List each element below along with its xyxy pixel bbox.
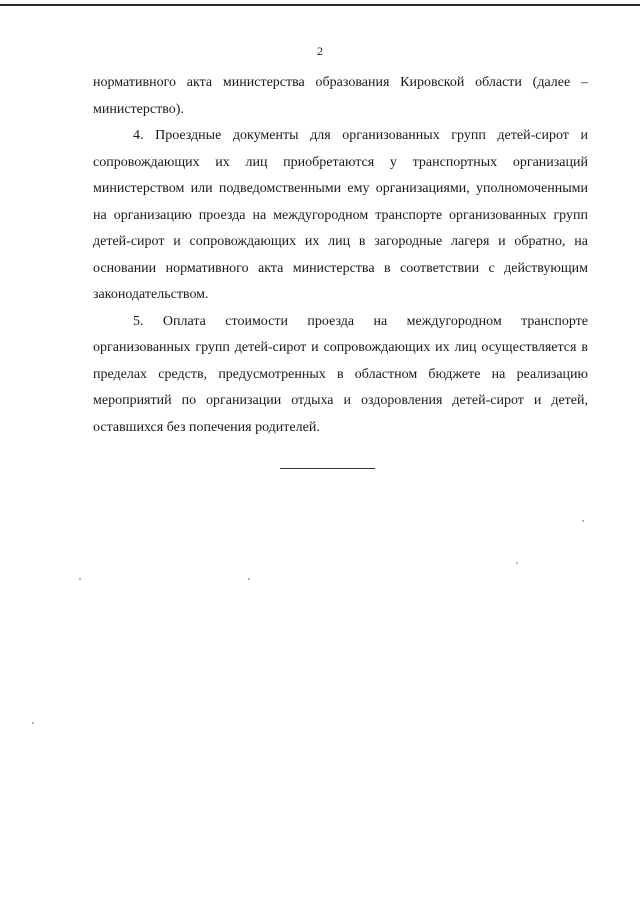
- document-body: [93, 70, 588, 441]
- scan-top-border: [0, 4, 640, 6]
- scan-speck: [248, 578, 250, 580]
- paragraph-item-4: 4. Проездные документы для организованных групп детей-сирот и сопровождающих их лиц приобретаются у транспортных организаций министерством или подведомственными ему организациями, уполномоченными на организацию проезда на междугородном транспорте организованных групп детей-сирот и сопровождающих их лиц в загородные лагеря и обратно, на основании нормативного акта министерства в соответствии с действующим законодательством.: [93, 128, 588, 302]
- page-number: 2: [317, 44, 323, 58]
- scan-speck: [79, 578, 81, 580]
- end-of-text-rule: [280, 468, 375, 469]
- paragraph-item-5: 5. Оплата стоимости проезда на междугородном транспорте организованных групп детей-сирот и сопровождающих их лиц осуществляется в пределах средств, предусмотренных в областном бюджете на реализацию мероприятий по организации отдыха и оздоровления детей-сирот и детей, оставшихся без попечения родителей.: [93, 313, 588, 435]
- scan-speck: [32, 722, 34, 724]
- scan-speck: [516, 562, 518, 564]
- paragraph-continuation: нормативного акта министерства образования Кировской области (далее – министерство).: [93, 75, 588, 117]
- scan-speck: [582, 520, 584, 522]
